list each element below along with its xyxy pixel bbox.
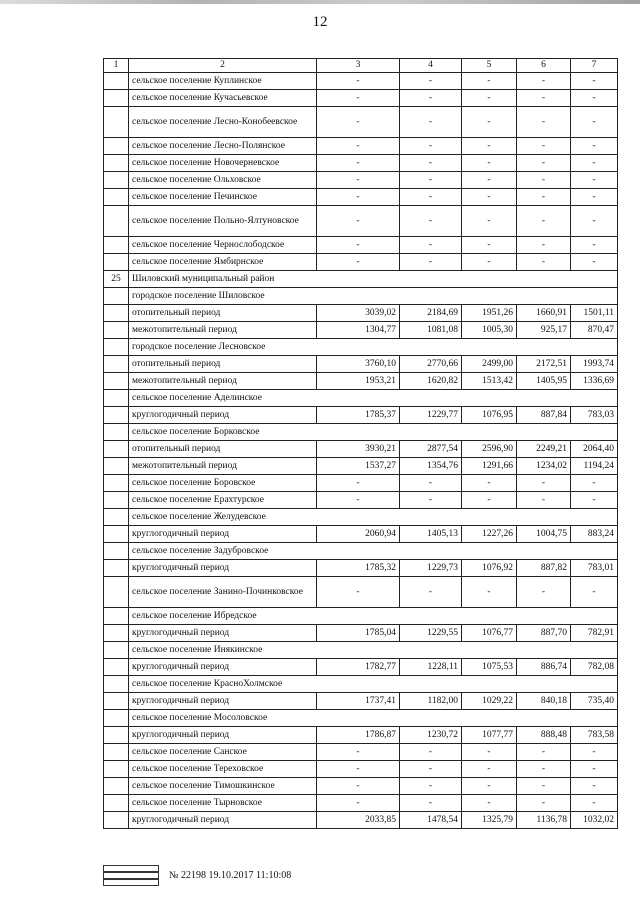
table-row: [104, 424, 618, 441]
value-cell: 782,91: [571, 625, 618, 642]
row-number-cell: [104, 577, 129, 608]
value-cell: 783,58: [571, 727, 618, 744]
value-cell: -: [571, 189, 618, 206]
row-number-cell: [104, 659, 129, 676]
table-row: [104, 172, 618, 189]
value-cell: -: [517, 778, 571, 795]
value-cell: -: [400, 189, 462, 206]
page-number: 12: [312, 14, 328, 30]
row-number-cell: [104, 155, 129, 172]
value-cell: 2877,54: [400, 441, 462, 458]
row-number-cell: [104, 509, 129, 526]
value-cell: 925,17: [517, 322, 571, 339]
row-name-cell: сельское поселение Задубровское: [129, 543, 618, 560]
value-cell: 1136,78: [517, 812, 571, 829]
value-cell: -: [400, 172, 462, 189]
header-cell: 4: [400, 59, 462, 73]
value-cell: 735,40: [571, 693, 618, 710]
value-cell: -: [400, 492, 462, 509]
value-cell: -: [462, 107, 517, 138]
value-cell: -: [517, 90, 571, 107]
value-cell: -: [462, 155, 517, 172]
table-row: [104, 659, 618, 676]
row-number-cell: [104, 189, 129, 206]
value-cell: -: [400, 761, 462, 778]
value-cell: 783,03: [571, 407, 618, 424]
row-name-cell: сельское поселение Кучасьевское: [129, 90, 317, 107]
row-name-cell: круглогодичный период: [129, 560, 317, 577]
row-name-cell: сельское поселение Печинское: [129, 189, 317, 206]
table-row: [104, 625, 618, 642]
value-cell: 1075,53: [462, 659, 517, 676]
row-number-cell: [104, 676, 129, 693]
row-number-cell: [104, 526, 129, 543]
value-cell: 1229,55: [400, 625, 462, 642]
value-cell: -: [317, 778, 400, 795]
value-cell: 1336,69: [571, 373, 618, 390]
row-number-cell: [104, 778, 129, 795]
row-number-cell: [104, 254, 129, 271]
row-name-cell: сельское поселение Чернослободское: [129, 237, 317, 254]
value-cell: 1405,13: [400, 526, 462, 543]
row-name-cell: Шиловский муниципальный район: [129, 271, 618, 288]
header-cell: 7: [571, 59, 618, 73]
value-cell: 1077,77: [462, 727, 517, 744]
value-cell: -: [317, 761, 400, 778]
table-row: [104, 676, 618, 693]
value-cell: -: [517, 475, 571, 492]
row-name-cell: сельское поселение Инякинское: [129, 642, 618, 659]
table-row: [104, 608, 618, 625]
row-number-cell: [104, 424, 129, 441]
value-cell: 1076,95: [462, 407, 517, 424]
tariff-table: [103, 58, 618, 829]
table-row: [104, 356, 618, 373]
value-cell: -: [517, 761, 571, 778]
table-row: [104, 744, 618, 761]
registration-number: № 22198 19.10.2017 11:10:08: [169, 869, 292, 881]
row-name-cell: сельское поселение Аделинское: [129, 390, 618, 407]
value-cell: 1513,42: [462, 373, 517, 390]
table-row: [104, 206, 618, 237]
row-name-cell: сельское поселение Желудевское: [129, 509, 618, 526]
table-row: [104, 812, 618, 829]
value-cell: -: [571, 107, 618, 138]
value-cell: -: [571, 795, 618, 812]
value-cell: 1660,91: [517, 305, 571, 322]
value-cell: -: [462, 492, 517, 509]
header-cell: 5: [462, 59, 517, 73]
table-row: [104, 475, 618, 492]
value-cell: -: [462, 475, 517, 492]
value-cell: -: [400, 744, 462, 761]
header-cell: 6: [517, 59, 571, 73]
value-cell: 1229,73: [400, 560, 462, 577]
value-cell: 887,84: [517, 407, 571, 424]
table-row: [104, 305, 618, 322]
value-cell: 1182,00: [400, 693, 462, 710]
value-cell: 870,47: [571, 322, 618, 339]
table-row: [104, 710, 618, 727]
value-cell: 1786,87: [317, 727, 400, 744]
table-row: [104, 560, 618, 577]
row-name-cell: отопительный период: [129, 441, 317, 458]
row-name-cell: сельское поселение Ольховское: [129, 172, 317, 189]
value-cell: 1228,11: [400, 659, 462, 676]
value-cell: 883,24: [571, 526, 618, 543]
row-name-cell: сельское поселение Новочерневское: [129, 155, 317, 172]
value-cell: 1194,24: [571, 458, 618, 475]
table-row: [104, 155, 618, 172]
table-row: [104, 322, 618, 339]
value-cell: 2172,51: [517, 356, 571, 373]
value-cell: 1785,37: [317, 407, 400, 424]
value-cell: -: [517, 189, 571, 206]
value-cell: -: [400, 155, 462, 172]
value-cell: 2060,94: [317, 526, 400, 543]
value-cell: 1227,26: [462, 526, 517, 543]
value-cell: 1951,26: [462, 305, 517, 322]
row-number-cell: [104, 625, 129, 642]
value-cell: -: [517, 254, 571, 271]
row-number-cell: [104, 390, 129, 407]
value-cell: -: [462, 744, 517, 761]
value-cell: 1993,74: [571, 356, 618, 373]
row-number-cell: [104, 305, 129, 322]
value-cell: -: [571, 206, 618, 237]
value-cell: -: [462, 73, 517, 90]
row-name-cell: круглогодичный период: [129, 526, 317, 543]
value-cell: -: [517, 73, 571, 90]
value-cell: 783,01: [571, 560, 618, 577]
value-cell: -: [462, 172, 517, 189]
row-name-cell: круглогодичный период: [129, 407, 317, 424]
value-cell: -: [400, 254, 462, 271]
table-row: [104, 73, 618, 90]
table-row: [104, 509, 618, 526]
table-row: [104, 138, 618, 155]
value-cell: 1076,77: [462, 625, 517, 642]
table-row: [104, 390, 618, 407]
row-number-cell: [104, 90, 129, 107]
value-cell: -: [400, 138, 462, 155]
value-cell: 1229,77: [400, 407, 462, 424]
value-cell: 2596,90: [462, 441, 517, 458]
row-name-cell: сельское поселение Тимошкинское: [129, 778, 317, 795]
value-cell: -: [317, 189, 400, 206]
row-name-cell: сельское поселение Санское: [129, 744, 317, 761]
row-name-cell: сельское поселение Лесно-Полянское: [129, 138, 317, 155]
value-cell: -: [517, 744, 571, 761]
table-row: [104, 107, 618, 138]
value-cell: 887,82: [517, 560, 571, 577]
value-cell: -: [462, 206, 517, 237]
value-cell: -: [517, 172, 571, 189]
value-cell: 2249,21: [517, 441, 571, 458]
row-number-cell: [104, 458, 129, 475]
value-cell: 1354,76: [400, 458, 462, 475]
value-cell: 1537,27: [317, 458, 400, 475]
value-cell: -: [571, 73, 618, 90]
value-cell: -: [517, 206, 571, 237]
table-row: [104, 189, 618, 206]
value-cell: -: [317, 138, 400, 155]
row-number-cell: [104, 560, 129, 577]
value-cell: 1291,66: [462, 458, 517, 475]
value-cell: -: [317, 206, 400, 237]
value-cell: -: [571, 237, 618, 254]
row-number-cell: [104, 795, 129, 812]
row-number-cell: [104, 322, 129, 339]
value-cell: 3760,10: [317, 356, 400, 373]
value-cell: 888,48: [517, 727, 571, 744]
row-number-cell: [104, 492, 129, 509]
table-row: [104, 237, 618, 254]
value-cell: -: [462, 761, 517, 778]
value-cell: -: [571, 761, 618, 778]
value-cell: 3039,02: [317, 305, 400, 322]
value-cell: 1029,22: [462, 693, 517, 710]
value-cell: 1782,77: [317, 659, 400, 676]
row-number-cell: [104, 761, 129, 778]
value-cell: -: [571, 254, 618, 271]
row-name-cell: сельское поселение Тереховское: [129, 761, 317, 778]
row-name-cell: сельское поселение Ибредское: [129, 608, 618, 625]
value-cell: -: [462, 189, 517, 206]
value-cell: -: [317, 172, 400, 189]
row-number-cell: [104, 744, 129, 761]
row-number-cell: 25: [104, 271, 129, 288]
header-cell: 2: [129, 59, 317, 73]
value-cell: -: [517, 138, 571, 155]
row-number-cell: [104, 339, 129, 356]
value-cell: 2033,85: [317, 812, 400, 829]
row-name-cell: сельское поселение Куплинское: [129, 73, 317, 90]
table-row: [104, 90, 618, 107]
table-row: [104, 288, 618, 305]
value-cell: -: [462, 254, 517, 271]
table-row: [104, 458, 618, 475]
row-name-cell: круглогодичный период: [129, 693, 317, 710]
value-cell: -: [571, 172, 618, 189]
row-name-cell: межотопительный период: [129, 458, 317, 475]
value-cell: -: [317, 475, 400, 492]
row-number-cell: [104, 693, 129, 710]
value-cell: -: [317, 744, 400, 761]
table-row: [104, 492, 618, 509]
row-number-cell: [104, 172, 129, 189]
row-number-cell: [104, 407, 129, 424]
value-cell: -: [571, 90, 618, 107]
table-row: [104, 526, 618, 543]
value-cell: 1953,21: [317, 373, 400, 390]
row-number-cell: [104, 608, 129, 625]
row-number-cell: [104, 441, 129, 458]
header-cell: 1: [104, 59, 129, 73]
value-cell: 840,18: [517, 693, 571, 710]
row-name-cell: межотопительный период: [129, 322, 317, 339]
value-cell: -: [571, 492, 618, 509]
row-name-cell: межотопительный период: [129, 373, 317, 390]
value-cell: -: [400, 206, 462, 237]
row-name-cell: городское поселение Лесновское: [129, 339, 618, 356]
row-name-cell: круглогодичный период: [129, 727, 317, 744]
row-number-cell: [104, 237, 129, 254]
value-cell: -: [517, 577, 571, 608]
table-row: [104, 693, 618, 710]
value-cell: 1076,92: [462, 560, 517, 577]
row-number-cell: [104, 727, 129, 744]
value-cell: -: [571, 155, 618, 172]
value-cell: -: [462, 577, 517, 608]
row-number-cell: [104, 206, 129, 237]
value-cell: 1501,11: [571, 305, 618, 322]
value-cell: -: [462, 138, 517, 155]
value-cell: 1325,79: [462, 812, 517, 829]
value-cell: -: [317, 73, 400, 90]
row-name-cell: отопительный период: [129, 305, 317, 322]
row-name-cell: сельское поселение Ямбирнское: [129, 254, 317, 271]
row-name-cell: сельское поселение Боровское: [129, 475, 317, 492]
row-number-cell: [104, 107, 129, 138]
value-cell: 1737,41: [317, 693, 400, 710]
value-cell: 2064,40: [571, 441, 618, 458]
table-header-row: [104, 59, 618, 73]
value-cell: -: [400, 778, 462, 795]
row-name-cell: сельское поселение Лесно-Конобеевское: [129, 107, 317, 138]
row-name-cell: круглогодичный период: [129, 659, 317, 676]
document-footer: [103, 862, 291, 888]
row-number-cell: [104, 288, 129, 305]
value-cell: -: [462, 795, 517, 812]
value-cell: -: [571, 744, 618, 761]
value-cell: -: [517, 492, 571, 509]
value-cell: 782,08: [571, 659, 618, 676]
value-cell: -: [462, 778, 517, 795]
row-name-cell: городское поселение Шиловское: [129, 288, 618, 305]
row-number-cell: [104, 642, 129, 659]
row-name-cell: сельское поселение Мосоловское: [129, 710, 618, 727]
value-cell: -: [317, 107, 400, 138]
value-cell: 886,74: [517, 659, 571, 676]
scan-edge-line: [0, 0, 640, 4]
value-cell: -: [571, 778, 618, 795]
row-number-cell: [104, 356, 129, 373]
row-name-cell: сельское поселение Ерахтурское: [129, 492, 317, 509]
row-number-cell: [104, 138, 129, 155]
table-row: [104, 795, 618, 812]
value-cell: 1005,30: [462, 322, 517, 339]
value-cell: -: [571, 475, 618, 492]
value-cell: -: [317, 90, 400, 107]
value-cell: 1234,02: [517, 458, 571, 475]
value-cell: 1620,82: [400, 373, 462, 390]
value-cell: -: [317, 254, 400, 271]
value-cell: 1230,72: [400, 727, 462, 744]
registry-stamp-icon: [103, 863, 159, 887]
table-row: [104, 254, 618, 271]
value-cell: -: [400, 73, 462, 90]
value-cell: 2499,00: [462, 356, 517, 373]
value-cell: 1785,04: [317, 625, 400, 642]
value-cell: -: [317, 795, 400, 812]
value-cell: 2770,66: [400, 356, 462, 373]
value-cell: -: [317, 155, 400, 172]
table-row: [104, 271, 618, 288]
value-cell: -: [317, 577, 400, 608]
value-cell: -: [571, 577, 618, 608]
value-cell: 2184,69: [400, 305, 462, 322]
value-cell: -: [400, 795, 462, 812]
table-row: [104, 543, 618, 560]
value-cell: 1081,08: [400, 322, 462, 339]
value-cell: -: [517, 107, 571, 138]
value-cell: -: [517, 155, 571, 172]
value-cell: 887,70: [517, 625, 571, 642]
value-cell: -: [400, 237, 462, 254]
row-name-cell: круглогодичный период: [129, 625, 317, 642]
row-name-cell: сельское поселение Тырновское: [129, 795, 317, 812]
table-row: [104, 778, 618, 795]
row-name-cell: сельское поселение Борковское: [129, 424, 618, 441]
value-cell: -: [462, 90, 517, 107]
value-cell: 1004,75: [517, 526, 571, 543]
row-name-cell: сельское поселение Польно-Ялтуновское: [129, 206, 317, 237]
value-cell: -: [317, 237, 400, 254]
row-name-cell: отопительный период: [129, 356, 317, 373]
value-cell: -: [517, 237, 571, 254]
value-cell: 1478,54: [400, 812, 462, 829]
row-name-cell: круглогодичный период: [129, 812, 317, 829]
value-cell: -: [400, 475, 462, 492]
row-name-cell: сельское поселение Занино-Починковское: [129, 577, 317, 608]
value-cell: -: [462, 237, 517, 254]
row-number-cell: [104, 475, 129, 492]
row-number-cell: [104, 373, 129, 390]
table-row: [104, 373, 618, 390]
value-cell: 1785,32: [317, 560, 400, 577]
table-row: [104, 339, 618, 356]
value-cell: 1304,77: [317, 322, 400, 339]
row-name-cell: сельское поселение КрасноХолмское: [129, 676, 618, 693]
row-number-cell: [104, 543, 129, 560]
value-cell: -: [317, 492, 400, 509]
value-cell: -: [571, 138, 618, 155]
table-row: [104, 577, 618, 608]
value-cell: -: [400, 90, 462, 107]
row-number-cell: [104, 812, 129, 829]
value-cell: -: [400, 577, 462, 608]
table-row: [104, 727, 618, 744]
header-cell: 3: [317, 59, 400, 73]
table-row: [104, 642, 618, 659]
row-number-cell: [104, 73, 129, 90]
table-row: [104, 441, 618, 458]
table-row: [104, 407, 618, 424]
row-number-cell: [104, 710, 129, 727]
value-cell: 3930,21: [317, 441, 400, 458]
value-cell: 1405,95: [517, 373, 571, 390]
table-row: [104, 761, 618, 778]
value-cell: -: [517, 795, 571, 812]
value-cell: 1032,02: [571, 812, 618, 829]
value-cell: -: [400, 107, 462, 138]
